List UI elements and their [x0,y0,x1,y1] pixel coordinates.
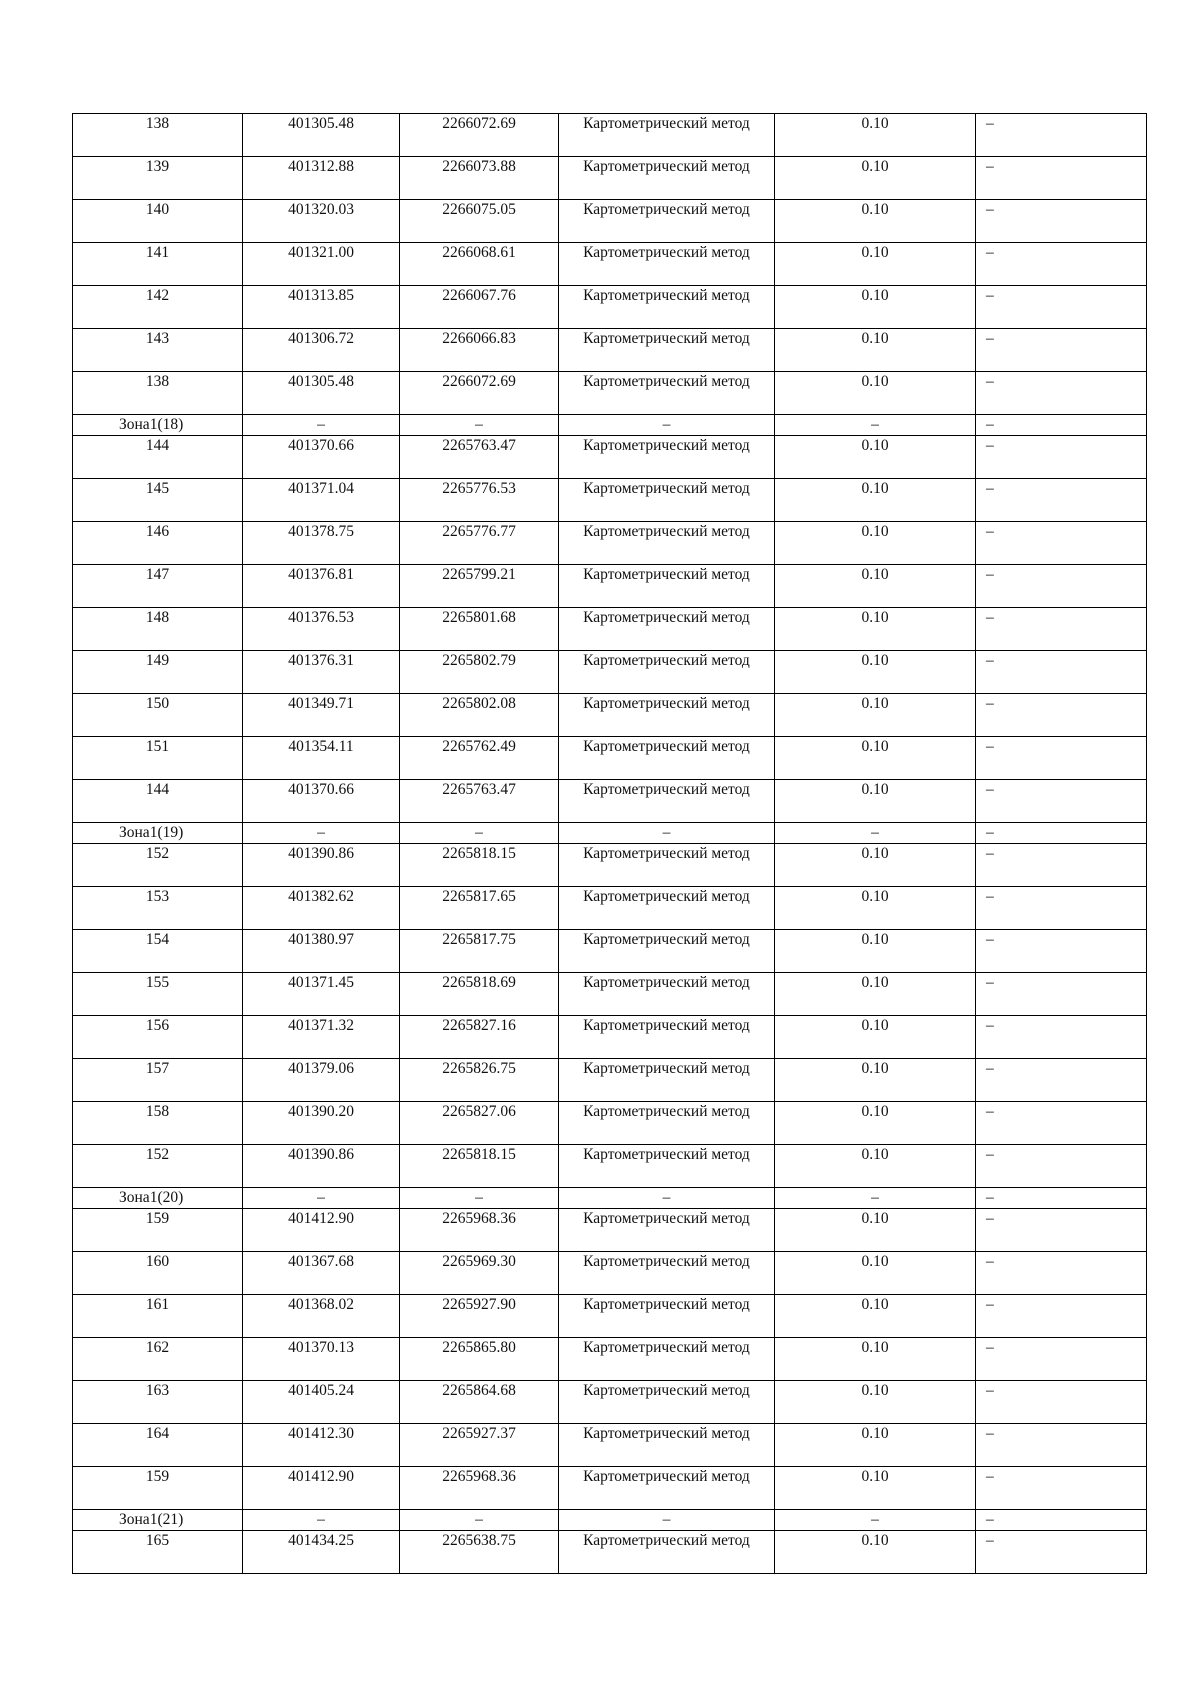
x-coordinate-cell: 401390.20 [243,1102,400,1145]
table-row [73,694,1147,737]
table-row [73,200,1147,243]
x-coordinate-cell: 401390.86 [243,844,400,887]
precision-cell: 0.10 [775,887,976,930]
zone-dash-cell: – [559,1188,775,1209]
method-cell: Картометрический метод [559,930,775,973]
y-coordinate-cell: 2265827.16 [400,1016,559,1059]
table-row [73,1016,1147,1059]
x-coordinate-cell: 401382.62 [243,887,400,930]
table-row [73,844,1147,887]
coordinates-table [72,113,1147,1574]
table-row [73,1424,1147,1467]
method-cell: Картометрический метод [559,1467,775,1510]
note-cell: – [976,780,1147,823]
y-coordinate-cell: 2265801.68 [400,608,559,651]
point-number-cell: 145 [73,479,243,522]
x-coordinate-cell: 401367.68 [243,1252,400,1295]
point-number-cell: 148 [73,608,243,651]
point-number-cell: 157 [73,1059,243,1102]
zone-dash-cell: – [976,1188,1147,1209]
point-number-cell: 147 [73,565,243,608]
note-cell: – [976,522,1147,565]
precision-cell: 0.10 [775,651,976,694]
x-coordinate-cell: 401354.11 [243,737,400,780]
method-cell: Картометрический метод [559,1102,775,1145]
y-coordinate-cell: 2265802.08 [400,694,559,737]
zone-header-row [73,1510,1147,1531]
note-cell: – [976,200,1147,243]
table-row [73,522,1147,565]
point-number-cell: 141 [73,243,243,286]
point-number-cell: 161 [73,1295,243,1338]
x-coordinate-cell: 401412.30 [243,1424,400,1467]
table-row [73,243,1147,286]
y-coordinate-cell: 2265826.75 [400,1059,559,1102]
zone-dash-cell: – [559,415,775,436]
note-cell: – [976,1016,1147,1059]
x-coordinate-cell: 401376.31 [243,651,400,694]
note-cell: – [976,329,1147,372]
x-coordinate-cell: 401371.45 [243,973,400,1016]
zone-header-row [73,823,1147,844]
table-row [73,1252,1147,1295]
zone-dash-cell: – [976,1510,1147,1531]
y-coordinate-cell: 2265818.15 [400,844,559,887]
point-number-cell: 162 [73,1338,243,1381]
table-row [73,1295,1147,1338]
method-cell: Картометрический метод [559,780,775,823]
precision-cell: 0.10 [775,1209,976,1252]
point-number-cell: 165 [73,1531,243,1574]
note-cell: – [976,286,1147,329]
precision-cell: 0.10 [775,114,976,157]
precision-cell: 0.10 [775,694,976,737]
x-coordinate-cell: 401370.66 [243,436,400,479]
table-row [73,1102,1147,1145]
point-number-cell: 158 [73,1102,243,1145]
x-coordinate-cell: 401349.71 [243,694,400,737]
method-cell: Картометрический метод [559,1295,775,1338]
table-row [73,329,1147,372]
y-coordinate-cell: 2266068.61 [400,243,559,286]
point-number-cell: 154 [73,930,243,973]
precision-cell: 0.10 [775,1145,976,1188]
x-coordinate-cell: 401321.00 [243,243,400,286]
table-row [73,1145,1147,1188]
method-cell: Картометрический метод [559,286,775,329]
point-number-cell: 160 [73,1252,243,1295]
point-number-cell: 155 [73,973,243,1016]
table-row [73,1531,1147,1574]
x-coordinate-cell: 401378.75 [243,522,400,565]
y-coordinate-cell: 2265969.30 [400,1252,559,1295]
y-coordinate-cell: 2265864.68 [400,1381,559,1424]
method-cell: Картометрический метод [559,522,775,565]
note-cell: – [976,694,1147,737]
point-number-cell: 144 [73,780,243,823]
point-number-cell: 156 [73,1016,243,1059]
note-cell: – [976,1209,1147,1252]
note-cell: – [976,651,1147,694]
method-cell: Картометрический метод [559,1338,775,1381]
precision-cell: 0.10 [775,1424,976,1467]
zone-label: Зона1(19) [73,823,243,844]
table-row [73,565,1147,608]
y-coordinate-cell: 2266066.83 [400,329,559,372]
method-cell: Картометрический метод [559,651,775,694]
coordinates-table-body [73,114,1147,1574]
method-cell: Картометрический метод [559,436,775,479]
note-cell: – [976,1467,1147,1510]
x-coordinate-cell: 401434.25 [243,1531,400,1574]
table-row [73,286,1147,329]
zone-dash-cell: – [775,1510,976,1531]
table-row [73,780,1147,823]
point-number-cell: 146 [73,522,243,565]
note-cell: – [976,608,1147,651]
y-coordinate-cell: 2265776.77 [400,522,559,565]
x-coordinate-cell: 401312.88 [243,157,400,200]
table-row [73,1381,1147,1424]
method-cell: Картометрический метод [559,608,775,651]
precision-cell: 0.10 [775,1531,976,1574]
method-cell: Картометрический метод [559,565,775,608]
note-cell: – [976,844,1147,887]
x-coordinate-cell: 401320.03 [243,200,400,243]
method-cell: Картометрический метод [559,372,775,415]
y-coordinate-cell: 2266075.05 [400,200,559,243]
precision-cell: 0.10 [775,1252,976,1295]
method-cell: Картометрический метод [559,479,775,522]
precision-cell: 0.10 [775,1059,976,1102]
y-coordinate-cell: 2265799.21 [400,565,559,608]
zone-dash-cell: – [775,823,976,844]
zone-dash-cell: – [775,1188,976,1209]
method-cell: Картометрический метод [559,1252,775,1295]
point-number-cell: 144 [73,436,243,479]
zone-dash-cell: – [976,415,1147,436]
zone-dash-cell: – [400,823,559,844]
y-coordinate-cell: 2266072.69 [400,372,559,415]
note-cell: – [976,1145,1147,1188]
note-cell: – [976,973,1147,1016]
x-coordinate-cell: 401380.97 [243,930,400,973]
precision-cell: 0.10 [775,1467,976,1510]
zone-header-row [73,1188,1147,1209]
zone-dash-cell: – [243,415,400,436]
y-coordinate-cell: 2265817.75 [400,930,559,973]
zone-label: Зона1(18) [73,415,243,436]
table-row [73,436,1147,479]
precision-cell: 0.10 [775,286,976,329]
precision-cell: 0.10 [775,973,976,1016]
y-coordinate-cell: 2265762.49 [400,737,559,780]
point-number-cell: 149 [73,651,243,694]
point-number-cell: 153 [73,887,243,930]
x-coordinate-cell: 401371.04 [243,479,400,522]
zone-label: Зона1(20) [73,1188,243,1209]
precision-cell: 0.10 [775,1338,976,1381]
x-coordinate-cell: 401305.48 [243,114,400,157]
table-row [73,1209,1147,1252]
point-number-cell: 164 [73,1424,243,1467]
table-row [73,737,1147,780]
y-coordinate-cell: 2266072.69 [400,114,559,157]
table-row [73,114,1147,157]
note-cell: – [976,372,1147,415]
x-coordinate-cell: 401405.24 [243,1381,400,1424]
y-coordinate-cell: 2265927.37 [400,1424,559,1467]
method-cell: Картометрический метод [559,1381,775,1424]
y-coordinate-cell: 2265638.75 [400,1531,559,1574]
method-cell: Картометрический метод [559,1016,775,1059]
precision-cell: 0.10 [775,780,976,823]
zone-dash-cell: – [243,1510,400,1531]
note-cell: – [976,1338,1147,1381]
precision-cell: 0.10 [775,522,976,565]
point-number-cell: 142 [73,286,243,329]
table-row [73,887,1147,930]
note-cell: – [976,243,1147,286]
point-number-cell: 152 [73,1145,243,1188]
precision-cell: 0.10 [775,479,976,522]
x-coordinate-cell: 401313.85 [243,286,400,329]
y-coordinate-cell: 2265827.06 [400,1102,559,1145]
point-number-cell: 143 [73,329,243,372]
zone-dash-cell: – [400,1510,559,1531]
zone-dash-cell: – [243,1188,400,1209]
method-cell: Картометрический метод [559,844,775,887]
method-cell: Картометрический метод [559,694,775,737]
x-coordinate-cell: 401305.48 [243,372,400,415]
precision-cell: 0.10 [775,243,976,286]
point-number-cell: 163 [73,1381,243,1424]
precision-cell: 0.10 [775,844,976,887]
x-coordinate-cell: 401371.32 [243,1016,400,1059]
point-number-cell: 138 [73,372,243,415]
x-coordinate-cell: 401412.90 [243,1209,400,1252]
point-number-cell: 140 [73,200,243,243]
precision-cell: 0.10 [775,565,976,608]
note-cell: – [976,737,1147,780]
method-cell: Картометрический метод [559,973,775,1016]
method-cell: Картометрический метод [559,1531,775,1574]
method-cell: Картометрический метод [559,887,775,930]
zone-label: Зона1(21) [73,1510,243,1531]
note-cell: – [976,930,1147,973]
precision-cell: 0.10 [775,200,976,243]
method-cell: Картометрический метод [559,1424,775,1467]
y-coordinate-cell: 2265927.90 [400,1295,559,1338]
point-number-cell: 150 [73,694,243,737]
x-coordinate-cell: 401370.66 [243,780,400,823]
x-coordinate-cell: 401376.53 [243,608,400,651]
note-cell: – [976,436,1147,479]
y-coordinate-cell: 2265817.65 [400,887,559,930]
note-cell: – [976,1381,1147,1424]
precision-cell: 0.10 [775,436,976,479]
y-coordinate-cell: 2265968.36 [400,1209,559,1252]
method-cell: Картометрический метод [559,1145,775,1188]
x-coordinate-cell: 401379.06 [243,1059,400,1102]
zone-dash-cell: – [243,823,400,844]
table-row [73,973,1147,1016]
table-row [73,608,1147,651]
point-number-cell: 139 [73,157,243,200]
zone-dash-cell: – [976,823,1147,844]
method-cell: Картометрический метод [559,157,775,200]
note-cell: – [976,1059,1147,1102]
table-row [73,1338,1147,1381]
zone-dash-cell: – [400,1188,559,1209]
point-number-cell: 152 [73,844,243,887]
table-row [73,1059,1147,1102]
note-cell: – [976,1424,1147,1467]
x-coordinate-cell: 401412.90 [243,1467,400,1510]
y-coordinate-cell: 2265968.36 [400,1467,559,1510]
note-cell: – [976,1295,1147,1338]
note-cell: – [976,565,1147,608]
note-cell: – [976,1252,1147,1295]
zone-dash-cell: – [400,415,559,436]
precision-cell: 0.10 [775,1295,976,1338]
precision-cell: 0.10 [775,737,976,780]
y-coordinate-cell: 2265818.69 [400,973,559,1016]
y-coordinate-cell: 2266067.76 [400,286,559,329]
method-cell: Картометрический метод [559,1059,775,1102]
method-cell: Картометрический метод [559,1209,775,1252]
method-cell: Картометрический метод [559,737,775,780]
note-cell: – [976,157,1147,200]
y-coordinate-cell: 2266073.88 [400,157,559,200]
precision-cell: 0.10 [775,1381,976,1424]
method-cell: Картометрический метод [559,200,775,243]
note-cell: – [976,887,1147,930]
y-coordinate-cell: 2265818.15 [400,1145,559,1188]
zone-header-row [73,415,1147,436]
point-number-cell: 138 [73,114,243,157]
point-number-cell: 159 [73,1209,243,1252]
table-row [73,157,1147,200]
table-row [73,479,1147,522]
y-coordinate-cell: 2265865.80 [400,1338,559,1381]
precision-cell: 0.10 [775,329,976,372]
table-row [73,372,1147,415]
note-cell: – [976,1102,1147,1145]
precision-cell: 0.10 [775,372,976,415]
y-coordinate-cell: 2265776.53 [400,479,559,522]
x-coordinate-cell: 401306.72 [243,329,400,372]
point-number-cell: 151 [73,737,243,780]
precision-cell: 0.10 [775,1016,976,1059]
note-cell: – [976,1531,1147,1574]
zone-dash-cell: – [559,823,775,844]
x-coordinate-cell: 401368.02 [243,1295,400,1338]
x-coordinate-cell: 401370.13 [243,1338,400,1381]
precision-cell: 0.10 [775,157,976,200]
point-number-cell: 159 [73,1467,243,1510]
table-row [73,1467,1147,1510]
method-cell: Картометрический метод [559,243,775,286]
table-row [73,930,1147,973]
y-coordinate-cell: 2265763.47 [400,436,559,479]
precision-cell: 0.10 [775,608,976,651]
zone-dash-cell: – [775,415,976,436]
method-cell: Картометрический метод [559,114,775,157]
table-row [73,651,1147,694]
method-cell: Картометрический метод [559,329,775,372]
y-coordinate-cell: 2265763.47 [400,780,559,823]
zone-dash-cell: – [559,1510,775,1531]
precision-cell: 0.10 [775,930,976,973]
note-cell: – [976,479,1147,522]
note-cell: – [976,114,1147,157]
x-coordinate-cell: 401376.81 [243,565,400,608]
precision-cell: 0.10 [775,1102,976,1145]
y-coordinate-cell: 2265802.79 [400,651,559,694]
x-coordinate-cell: 401390.86 [243,1145,400,1188]
